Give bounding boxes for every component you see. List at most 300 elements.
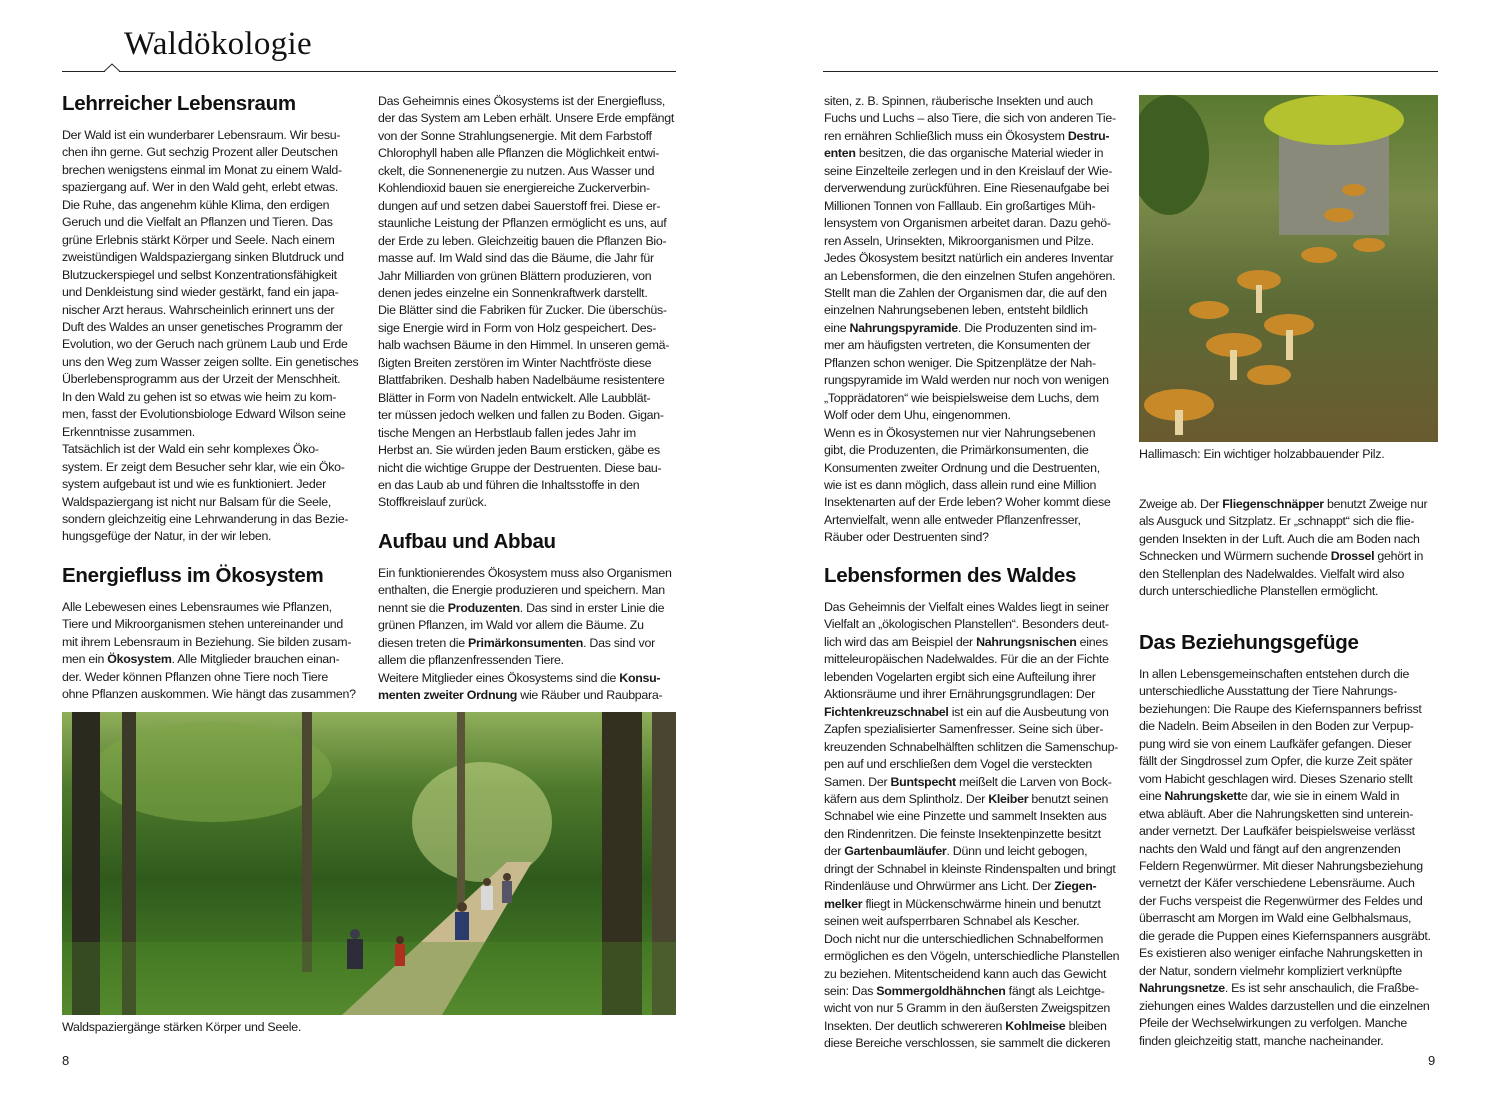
text-line: [378, 302, 690, 319]
text-run: und Denkleistung sind wieder gestärkt, fand ein japa-: [62, 285, 339, 300]
column-1-top: [62, 92, 374, 546]
text-line: [62, 389, 374, 406]
text-line: [62, 441, 374, 458]
text-line: [62, 669, 374, 686]
text-line: [1139, 753, 1451, 770]
text-run: ander vernetzt. Der Laufkäfer beispielsweise verlässt: [1139, 824, 1415, 839]
text-line: [824, 704, 1136, 721]
text-line: [62, 319, 374, 336]
text-run: ren ernähren Schließlich muss ein Ökosystem: [824, 128, 1068, 143]
text-line: [1139, 566, 1451, 583]
text-run: ren Asseln, Urinsekten, Mikroorganismen und Pilze.: [824, 233, 1094, 248]
text-line: [62, 616, 374, 633]
text-run: Samen. Der: [824, 774, 891, 789]
text-line: [1139, 513, 1451, 530]
text-run: Fuchs und Luchs – also Tiere, die sich von anderen Tie-: [824, 111, 1116, 126]
text-run: der Fuchs verspeist die Regenwürmer des Feldes und: [1139, 893, 1423, 908]
text-line: [62, 179, 374, 196]
text-run: grüne Erlebnis stärkt Körper und Seele. Nach einem: [62, 232, 335, 247]
text-run: Das Geheimnis der Vielfalt eines Waldes liegt in seiner: [824, 600, 1109, 614]
bold-term: Kleiber: [988, 791, 1029, 806]
text-line: [1139, 583, 1451, 600]
text-line: [824, 215, 1136, 232]
text-line: [378, 460, 690, 477]
text-line: [824, 599, 1136, 616]
text-line: [824, 460, 1136, 477]
text-line: [378, 635, 690, 652]
text-line: [378, 268, 690, 285]
text-run: die Nadeln. Beim Abseilen in den Boden zur Verpup-: [1139, 719, 1414, 734]
text-run: benutzt seinen: [1028, 791, 1109, 806]
text-line: [1139, 875, 1451, 892]
text-run: In den Wald zu gehen ist so etwas wie heim zu kom-: [62, 389, 337, 404]
text-run: sein: Das: [824, 983, 877, 998]
text-run: bleiben: [1065, 1018, 1107, 1033]
forest-photo-caption: Waldspaziergänge stärken Körper und Seele.: [62, 1020, 302, 1034]
body-paragraph: [378, 565, 690, 705]
text-run: Jahr Milliarden von grünen Blättern produzieren, von: [378, 268, 652, 283]
text-line: [1139, 1015, 1451, 1032]
text-run: Blätter in Form von Nadeln entwickelt. Alle Laubblät-: [378, 390, 651, 405]
text-line: [824, 669, 1136, 686]
text-run: . Das sind in erster Linie die: [519, 600, 665, 615]
header-rule-right: [823, 71, 1438, 72]
text-line: [824, 145, 1136, 162]
text-run: wie Räuber und Raubpara-: [517, 688, 663, 703]
text-run: seinen weit aufsperrbaren Schnabel als Kescher.: [824, 914, 1080, 929]
mushroom-photo: [1139, 95, 1438, 442]
text-run: Insektenarten auf der Erde leben? Woher kommt diese: [824, 495, 1111, 510]
text-line: [378, 652, 690, 669]
text-line: [824, 651, 1136, 668]
text-run: den Stellenplan des Nadelwaldes. Vielfalt wird also: [1139, 566, 1405, 581]
text-run: Artenvielfalt, wenn alle entweder Pflanzenfresser,: [824, 512, 1081, 527]
text-run: fällt der Singdrossel zum Opfer, die kurze Zeit später: [1139, 754, 1413, 769]
text-line: [824, 686, 1136, 703]
text-run: der: [824, 844, 845, 859]
text-run: In allen Lebensgemeinschaften entstehen durch die: [1139, 667, 1410, 681]
text-run: hungsgefüge der Natur, in der wir leben.: [62, 529, 272, 544]
text-run: sige Energie wird in Form von Holz gespeichert. Des-: [378, 320, 657, 335]
text-run: Doch nicht nur die unterschiedlichen Schnabelformen: [824, 931, 1104, 946]
text-line: [824, 337, 1136, 354]
text-run: gehört in: [1374, 549, 1424, 564]
text-line: [1139, 980, 1451, 997]
section-heading: Lebensformen des Waldes: [824, 564, 1077, 587]
section-heading: Aufbau und Abbau: [378, 530, 556, 553]
text-line: [824, 1018, 1136, 1035]
text-run: kreuzenden Schnabelhälften schlitzen die Samenschup-: [824, 739, 1119, 754]
text-run: unterschiedliche Ausstattung der Tiere Nahrungs-: [1139, 684, 1397, 699]
bold-term: Produzenten: [447, 600, 520, 615]
text-line: [378, 687, 690, 704]
text-run: derverwendung zurückführen. Eine Riesenaufgabe bei: [824, 181, 1109, 196]
text-run: Blattfabriken. Deshalb haben Nadelbäume resistentere: [378, 373, 665, 388]
mushroom-photo-caption: Hallimasch: Ein wichtiger holzabbauender Pilz.: [1139, 447, 1385, 461]
text-line: [824, 774, 1136, 791]
text-run: e dar, wie sie in einem Wald in: [1240, 789, 1400, 804]
text-run: mer am häufigsten vertreten, die Konsumenten der: [824, 338, 1091, 353]
text-run: fliegt in Mückenschwärme hinein und benutzt: [862, 896, 1101, 911]
text-run: von der Sonne Strahlungsenergie. Mit dem Farbstoff: [378, 128, 652, 143]
text-line: [824, 110, 1136, 127]
text-line: [62, 599, 374, 616]
text-run: ziehungen eines Waldes darzustellen und die einzelnen: [1139, 998, 1430, 1013]
text-run: „Topprädatoren“ wie beispielsweise dem Luchs, dem: [824, 390, 1099, 405]
text-run: en das Laub ab und führen die Inhaltsstoffe in den: [378, 477, 640, 492]
text-run: wie ist es dann möglich, dass allein rund eine Million: [824, 477, 1097, 492]
text-run: seine Einzelteile zerlegen und in den Kreislauf der Wie-: [824, 163, 1113, 178]
text-run: Tiere und Mikroorganismen stehen untereinander und: [62, 617, 344, 632]
forest-walk-photo: [62, 712, 676, 1015]
text-run: halb wachsen Bäume in den Himmel. In unseren gemä-: [378, 338, 670, 353]
text-run: den Rindenritzen. Die feinste Insektenpinzette besitzt: [824, 826, 1101, 841]
header-caret-ornament: [104, 63, 120, 72]
text-run: nischer Arzt heraus. Wahrscheinlich erinnert uns der: [62, 302, 335, 317]
text-run: Jedes Ökosystem besitzt natürlich ein anderes Inventar: [824, 251, 1114, 266]
text-run: pung wird sie von einem Laufkäfer gefangen. Dieser: [1139, 736, 1412, 751]
text-run: diesen treten die: [378, 635, 469, 650]
text-run: brechen wenigstens einmal im Monat zu einem Wald-: [62, 162, 342, 177]
text-run: Wolf oder dem Uhu, eingenommen.: [824, 408, 1011, 423]
body-paragraph: [824, 599, 1136, 1053]
text-line: [824, 320, 1136, 337]
text-run: meißelt die Larven von Bock-: [955, 774, 1112, 789]
section-heading: Das Beziehungsgefüge: [1139, 631, 1359, 654]
text-line: [824, 1000, 1136, 1017]
column-3-bottom: [824, 564, 1136, 1053]
text-run: . Es ist sehr anschaulich, die Fraßbe-: [1224, 981, 1419, 996]
text-line: [824, 477, 1136, 494]
text-run: an Lebensformen, die den einzelnen Stufen angehören.: [824, 268, 1116, 283]
text-line: [824, 756, 1136, 773]
text-line: [62, 127, 374, 144]
body-paragraph: [62, 127, 374, 546]
text-run: der Natur, sondern vielmehr kompliziert verknüpfte: [1139, 963, 1402, 978]
bold-term: Ziegen-: [1054, 879, 1097, 894]
text-line: [1139, 1033, 1451, 1050]
text-run: system aufgebaut ist und wie es funktioniert. Jeder: [62, 477, 326, 492]
text-line: [378, 93, 690, 110]
text-run: rungspyramide im Wald werden nur noch von wenigen: [824, 373, 1109, 388]
text-line: [824, 791, 1136, 808]
text-line: [824, 843, 1136, 860]
text-run: Wenn es in Ökosystemen nur vier Nahrungsebenen: [824, 425, 1096, 440]
text-run: . Das sind vor: [583, 635, 655, 650]
header-rule-left-a: [62, 71, 105, 72]
text-run: Kohlendioxid bauen sie energiereiche Zuckerverbin-: [378, 181, 650, 196]
text-run: der Erde zu leben. Gleichzeitig bauen die Pflanzen Bio-: [378, 233, 667, 248]
text-run: Die Ruhe, das angenehm kühle Klima, den erdigen: [62, 197, 330, 212]
text-run: Pflanzen schon weniger. Die Spitzenplätze der Nah-: [824, 355, 1096, 370]
text-line: [62, 651, 374, 668]
text-line: [824, 355, 1136, 372]
text-run: Aktionsräume und ihrer Ernährungsgrundlagen: Der: [824, 687, 1096, 702]
text-line: [824, 390, 1136, 407]
text-line: [824, 616, 1136, 633]
text-run: vernetzt der Käfer verschiedene Lebensräume. Auch: [1139, 876, 1415, 891]
bold-term: Fliegenschnäpper: [1222, 497, 1324, 511]
text-line: [62, 144, 374, 161]
text-run: überrascht am Morgen im Wald eine Gelbhalsmaus,: [1139, 911, 1412, 926]
bold-term: Primärkonsumenten: [468, 635, 584, 650]
text-run: ohne Pflanzen auskommen. Wie hängt das zusammen?: [62, 687, 356, 702]
text-run: system. Er zeigt dem Besucher sehr klar, wie ein Öko-: [62, 459, 345, 474]
header-rule-left-b: [119, 71, 676, 72]
text-run: ter müssen jedoch welken und fallen zu Boden. Gigan-: [378, 408, 664, 423]
text-line: [824, 983, 1136, 1000]
body-paragraph: [62, 599, 374, 704]
text-line: [824, 407, 1136, 424]
text-run: masse auf. Im Wald sind das die Bäume, die Jahr für: [378, 251, 654, 266]
text-run: chen ihn gerne. Gut sechzig Prozent aller Deutschen: [62, 145, 338, 160]
text-line: [1139, 788, 1451, 805]
text-line: [378, 110, 690, 127]
text-line: [378, 477, 690, 494]
text-run: Vielfalt an „ökologischen Planstellen“. Besonders deut-: [824, 617, 1109, 632]
text-line: [378, 198, 690, 215]
text-line: [62, 494, 374, 511]
text-run: Pfeile der Wechselwirkungen zu verfolgen. Manche: [1139, 1016, 1408, 1031]
text-line: [378, 250, 690, 267]
text-line: [378, 372, 690, 389]
text-run: fängt als Leichtge-: [1005, 983, 1105, 998]
text-run: vom Habicht geschlagen wird. Dieses Szenario stellt: [1139, 771, 1413, 786]
text-line: [1139, 893, 1451, 910]
bold-term: Nahrungsnischen: [976, 634, 1077, 649]
text-run: eine: [1139, 789, 1165, 804]
text-line: [378, 565, 690, 582]
text-run: zweistündigen Waldspaziergang sinken Blutdruck und: [62, 250, 344, 265]
text-line: [1139, 928, 1451, 945]
text-line: [62, 232, 374, 249]
text-run: beziehungen: Die Raupe des Kiefernspanners befrisst: [1139, 701, 1422, 716]
text-line: [62, 197, 374, 214]
text-run: durch unterschiedliche Planstellen ermöglicht.: [1139, 584, 1379, 599]
text-run: denen jedes einzelne ein Sonnenkraftwerk darstellt.: [378, 285, 648, 300]
text-line: [378, 390, 690, 407]
text-line: [824, 198, 1136, 215]
text-line: [378, 128, 690, 145]
column-4-top: [1139, 496, 1451, 601]
bold-term: Nahrungsnetze: [1139, 981, 1225, 996]
text-line: [1139, 910, 1451, 927]
text-line: [378, 355, 690, 372]
text-line: [824, 250, 1136, 267]
text-line: [378, 233, 690, 250]
text-line: [824, 233, 1136, 250]
bold-term: menten zweiter Ordnung: [378, 688, 518, 703]
text-line: [378, 494, 690, 511]
text-run: eines: [1076, 634, 1108, 649]
text-run: einzelnen Nahrungsebenen leben, entsteht bildlich: [824, 303, 1088, 318]
body-paragraph: [378, 93, 690, 512]
bold-term: Sommergoldhähnchen: [876, 983, 1006, 998]
bold-term: Konsu-: [619, 670, 661, 685]
text-run: Es existieren also weniger einfache Nahrungsketten in: [1139, 946, 1423, 961]
text-line: [824, 442, 1136, 459]
text-line: [824, 512, 1136, 529]
bold-term: Nahrungspyramide: [849, 320, 958, 335]
chapter-title: Waldökologie: [124, 26, 312, 62]
text-run: etwa abläuft. Aber die Nahrungsketten sind unterein-: [1139, 806, 1414, 821]
bold-term: Destru-: [1067, 128, 1110, 143]
text-line: [1139, 701, 1451, 718]
text-run: Feldern Regenwürmer. Mit dieser Nahrungsbeziehung: [1139, 858, 1423, 873]
text-line: [62, 528, 374, 545]
bold-term: Kohlmeise: [1005, 1018, 1066, 1033]
text-run: Evolution, wo der Geruch nach grünem Laub und Erde: [62, 337, 348, 352]
text-run: der das System am Leben erhält. Unsere Erde empfängt: [378, 111, 675, 126]
column-2-top: [378, 93, 690, 512]
text-line: [62, 336, 374, 353]
page-number-right: 9: [1428, 1053, 1436, 1068]
text-line: [824, 913, 1136, 930]
text-run: staunliche Leistung der Pflanzen ermöglicht es uns, auf: [378, 216, 667, 231]
bold-term: Fichtenkreuzschnabel: [824, 704, 949, 719]
text-run: Waldspaziergang ist nicht nur Balsam für die Seele,: [62, 494, 332, 509]
text-line: [1139, 718, 1451, 735]
body-paragraph: [1139, 496, 1451, 601]
text-run: benutzt Zweige nur: [1323, 497, 1428, 511]
text-line: [1139, 736, 1451, 753]
text-run: ßigten Breiten zerstören im Winter Nachtfröste diese: [378, 355, 652, 370]
text-run: Erkenntnisse zusammen.: [62, 424, 195, 439]
text-line: [62, 284, 374, 301]
text-run: lebenden Vogelarten ergibt sich eine Aufteilung ihrer: [824, 669, 1096, 684]
text-line: [62, 302, 374, 319]
body-paragraph: [824, 93, 1136, 547]
text-run: nicht die wichtige Gruppe der Destruenten. Diese bau-: [378, 460, 662, 475]
text-run: Zapfen spezialisierter Samenfresser. Seine sich über-: [824, 722, 1104, 737]
text-run: der. Weder können Pflanzen ohne Tiere noch Tiere: [62, 669, 328, 684]
text-line: [824, 896, 1136, 913]
text-run: . Dünn und leicht gebogen,: [946, 844, 1088, 859]
text-line: [1139, 548, 1451, 565]
text-run: Konsumenten zweiter Ordnung und die Destruenten,: [824, 460, 1100, 475]
text-line: [824, 180, 1136, 197]
text-line: [378, 600, 690, 617]
bold-term: enten: [824, 146, 856, 161]
text-run: Zweige ab. Der: [1139, 497, 1223, 511]
text-line: [824, 425, 1136, 442]
text-line: [1139, 771, 1451, 788]
text-run: Die Blätter sind die Fabriken für Zucker. Die überschüs-: [378, 303, 667, 318]
text-line: [824, 931, 1136, 948]
text-line: [824, 372, 1136, 389]
text-run: Schnabel wie eine Pinzette und sammelt Insekten aus: [824, 809, 1107, 824]
text-run: . Die Produzenten sind im-: [957, 320, 1097, 335]
bold-term: Gartenbaumläufer: [844, 844, 947, 859]
text-line: [824, 268, 1136, 285]
text-line: [1139, 683, 1451, 700]
text-run: die gerade die Puppen eines Kiefernspanners ausgräbt.: [1139, 928, 1431, 943]
text-line: [824, 128, 1136, 145]
column-3-top: [824, 93, 1136, 547]
text-line: [62, 371, 374, 388]
text-run: Blutzuckerspiegel und selbst Konzentrationsfähigkeit: [62, 267, 337, 282]
text-line: [378, 145, 690, 162]
text-run: Rindenläuse und Ohrwürmer ans Licht. Der: [824, 879, 1055, 894]
text-line: [378, 285, 690, 302]
text-line: [1139, 823, 1451, 840]
text-run: käfern aus dem Splintholz. Der: [824, 791, 989, 806]
text-run: Weitere Mitglieder eines Ökosystems sind die: [378, 670, 620, 685]
text-line: [824, 826, 1136, 843]
text-run: dringt der Schnabel in kleinste Rindenspalten und bringt: [824, 861, 1116, 876]
text-line: [62, 424, 374, 441]
text-line: [1139, 531, 1451, 548]
text-run: gibt, die Produzenten, die Primärkonsumenten, die: [824, 443, 1089, 458]
text-run: sondern gleichzeitig eine Lehrwanderung in das Bezie-: [62, 511, 349, 526]
page-number-left: 8: [62, 1053, 70, 1068]
text-run: nachts den Wald und fängt auf den angrenzenden: [1139, 841, 1401, 856]
text-line: [824, 948, 1136, 965]
text-run: Millionen Tonnen von Falllaub. Ein großartiges Müh-: [824, 198, 1096, 213]
text-line: [62, 511, 374, 528]
text-run: Tatsächlich ist der Wald ein sehr komplexes Öko-: [62, 442, 319, 457]
text-line: [824, 93, 1136, 110]
text-line: [824, 878, 1136, 895]
column-4-bottom: [1139, 631, 1451, 1050]
text-run: lich wird das am Beispiel der: [824, 634, 977, 649]
text-line: [824, 861, 1136, 878]
text-run: Der Wald ist ein wunderbarer Lebensraum. Wir besu-: [62, 128, 341, 142]
text-line: [1139, 945, 1451, 962]
text-run: Duft des Waldes an unser genetisches Programm der: [62, 319, 343, 334]
text-line: [824, 494, 1136, 511]
text-run: diese Bereiche verschlossen, sie sammelt die dickeren: [824, 1036, 1111, 1051]
text-run: Stellt man die Zahlen der Organismen dar, die auf den: [824, 285, 1107, 300]
text-line: [62, 214, 374, 231]
text-run: spaziergang auf. Wer in den Wald geht, erlebt etwas.: [62, 180, 339, 195]
text-line: [1139, 806, 1451, 823]
text-line: [378, 215, 690, 232]
text-run: Insekten. Der deutlich schwereren: [824, 1018, 1006, 1033]
section-heading: Lehrreicher Lebensraum: [62, 92, 296, 115]
text-line: [824, 163, 1136, 180]
text-line: [62, 686, 374, 703]
text-line: [378, 582, 690, 599]
text-line: [1139, 496, 1451, 513]
text-run: Geruch und die Vielfalt an Pflanzen und Tieren. Das: [62, 215, 333, 230]
text-run: enthalten, die Energie produzieren und speichern. Man: [378, 583, 665, 598]
text-run: Ein funktionierendes Ökosystem muss also Organismen: [378, 566, 672, 580]
text-run: mitteleuropäischen Nadelwaldes. Für die an der Fichte: [824, 652, 1109, 667]
text-run: grünen Pflanzen, im Wald vor allem die Bäume. Zu: [378, 618, 644, 633]
text-run: allem die pflanzenfressenden Tiere.: [378, 653, 564, 668]
text-line: [62, 634, 374, 651]
text-run: siten, z. B. Spinnen, räuberische Insekten und auch: [824, 94, 1093, 108]
bold-term: Drossel: [1330, 549, 1375, 564]
text-run: uns den Weg zum Wasser zeigen sollte. Ein genetisches: [62, 354, 359, 369]
section-heading: Energiefluss im Ökosystem: [62, 564, 324, 587]
text-line: [824, 285, 1136, 302]
text-run: men, fasst der Evolutionsbiologe Edward Wilson seine: [62, 407, 346, 422]
text-run: Das Geheimnis eines Ökosystems ist der Energiefluss,: [378, 94, 666, 108]
body-paragraph: [1139, 666, 1451, 1050]
text-run: Überlebensprogramm aus der Urzeit der Menschheit.: [62, 372, 341, 387]
text-line: [62, 459, 374, 476]
text-run: . Alle Mitglieder brauchen einan-: [171, 652, 340, 667]
text-run: pen auf und erschließen dem Vogel die versteckten: [824, 757, 1092, 772]
text-line: [378, 320, 690, 337]
text-run: tische Mengen an Herbstlaub fallen jedes Jahr im: [378, 425, 636, 440]
text-line: [378, 163, 690, 180]
text-run: Schnecken und Würmern suchende: [1139, 549, 1331, 564]
text-line: [824, 302, 1136, 319]
bold-term: Nahrungskett: [1164, 789, 1241, 804]
